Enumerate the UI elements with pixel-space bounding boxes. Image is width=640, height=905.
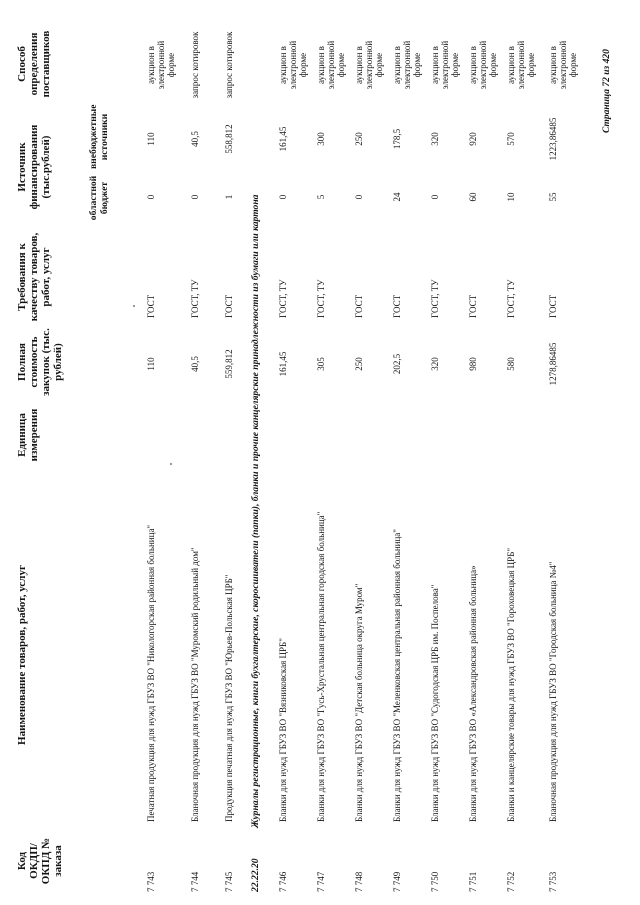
header-unit: Единица измерения	[16, 408, 40, 462]
row-requirements: ГОСТ	[392, 294, 402, 318]
row-name: Бланки для нужд ГБУЗ ВО "Судогодская ЦРБ им. Поспелова"	[430, 584, 440, 822]
row-cost: 161,45	[278, 351, 288, 377]
row-funding-extra: 161,45	[278, 126, 288, 152]
row-funding-regional: 0	[146, 194, 156, 200]
row-requirements: ГОСТ	[224, 294, 234, 318]
row-funding-regional: 0	[190, 194, 200, 200]
row-cost: 320	[430, 357, 440, 371]
row-cost: 1278,86485	[548, 342, 558, 386]
row-name: Продукция печатная для нужд ГБУЗ ВО "Юрьев-Польская ЦРБ"	[224, 574, 234, 822]
row-method: аукцион в электронной форме	[506, 40, 536, 90]
row-requirements: ГОСТ, ТУ	[430, 279, 440, 318]
row-requirements: ГОСТ	[548, 294, 558, 318]
row-method: запрос котировок	[190, 31, 200, 99]
row-cost: 202,5	[392, 353, 402, 375]
row-funding-regional: 5	[316, 194, 326, 200]
row-number: 7 747	[316, 871, 326, 892]
row-requirements: ГОСТ, ТУ	[190, 279, 200, 318]
row-method: аукцион в электронной форме	[316, 40, 346, 90]
scan-speck	[170, 463, 172, 465]
row-number: 7 753	[548, 871, 558, 892]
section-title: Журналы регистрационные, книги бухгалтерские, скоросшиватели (папки), бланки и прочие канцелярские принадлежности из бумаги или картона	[250, 194, 261, 828]
scan-speck	[133, 305, 135, 307]
row-funding-extra: 178,5	[392, 128, 402, 150]
row-method: аукцион в электронной форме	[430, 40, 460, 90]
row-cost: 40,5	[190, 356, 200, 372]
row-name: Бланки для нужд ГБУЗ ВО "Детская больница округа Муром"	[354, 583, 364, 822]
header-code: Код ОКДП/ ОКПД № заказа	[16, 837, 64, 885]
page-counter: Страница 72 из 420	[602, 49, 612, 133]
row-requirements: ГОСТ	[354, 294, 364, 318]
row-funding-regional: 0	[430, 194, 440, 200]
row-number: 7 745	[224, 871, 234, 892]
row-number: 7 750	[430, 871, 440, 892]
row-cost: 250	[354, 357, 364, 371]
row-cost: 305	[316, 357, 326, 371]
row-cost: 559,812	[224, 349, 234, 379]
row-method: аукцион в электронной форме	[392, 40, 422, 90]
row-funding-regional: 60	[468, 192, 478, 202]
row-cost: 580	[506, 357, 516, 371]
row-method: аукцион в электронной форме	[146, 40, 176, 90]
row-requirements: ГОСТ	[146, 294, 156, 318]
row-funding-extra: 40,5	[190, 131, 200, 147]
header-name: Наименование товаров, работ, услуг	[16, 565, 28, 745]
row-funding-regional: 24	[392, 192, 402, 202]
row-name: Бланки для нужд ГБУЗ ВО "Вязниковская ЦРБ"	[278, 638, 288, 822]
row-funding-extra: 250	[354, 132, 364, 146]
row-funding-extra: 320	[430, 132, 440, 146]
row-name: Печатная продукция для нужд ГБУЗ ВО "Никологорская районная больница"	[146, 524, 156, 822]
section-code: 22.22.20	[250, 858, 261, 892]
row-funding-extra: 110	[146, 132, 156, 146]
row-number: 7 752	[506, 871, 516, 892]
row-cost: 980	[468, 357, 478, 371]
row-name: Бланки для нужд ГБУЗ ВО "Гусь-Хрустальная центральная городская больница"	[316, 511, 326, 822]
row-requirements: ГОСТ, ТУ	[506, 279, 516, 318]
header-funding-regional: областной бюджет	[88, 175, 110, 221]
row-method: аукцион в электронной форме	[548, 40, 578, 90]
row-funding-extra: 920	[468, 132, 478, 146]
row-method: аукцион в электронной форме	[468, 40, 498, 90]
row-method: аукцион в электронной форме	[354, 40, 384, 90]
row-requirements: ГОСТ, ТУ	[316, 279, 326, 318]
header-requirements: Требования к качеству товаров, работ, услуг	[16, 232, 52, 322]
row-name: Бланки и канцелярские товары для нужд ГБУЗ ВО "Гороховецкая ЦРБ"	[506, 547, 516, 822]
header-funding-extra: внебюджетные источники	[88, 104, 110, 169]
row-funding-regional: 1	[224, 194, 234, 200]
row-requirements: ГОСТ, ТУ	[278, 279, 288, 318]
row-requirements: ГОСТ	[468, 294, 478, 318]
row-number: 7 749	[392, 871, 402, 892]
row-number: 7 743	[146, 871, 156, 892]
row-funding-extra: 1223,86485	[548, 117, 558, 161]
header-method: Способ определения поставщиков	[16, 30, 52, 98]
row-name: Бланки для нужд ГБУЗ ВО "Меленковская центральная районная больница"	[392, 529, 402, 822]
row-method: аукцион в электронной форме	[278, 40, 308, 90]
row-funding-extra: 300	[316, 132, 326, 146]
row-number: 7 751	[468, 871, 478, 892]
row-funding-regional: 0	[278, 194, 288, 200]
row-name: Бланочная продукция для нужд ГБУЗ ВО "Городская больница №4"	[548, 561, 558, 822]
row-number: 7 746	[278, 871, 288, 892]
row-number: 7 744	[190, 871, 200, 892]
header-cost: Полная стоимость закупок (тыс. рублей)	[16, 328, 64, 396]
row-funding-regional: 10	[506, 192, 516, 202]
row-cost: 110	[146, 357, 156, 371]
row-funding-regional: 55	[548, 192, 558, 202]
header-funding: Источник финансирования (тыс.рублей)	[16, 124, 52, 210]
row-funding-extra: 558,812	[224, 124, 234, 154]
row-number: 7 748	[354, 871, 364, 892]
section-heading	[250, 32, 261, 892]
row-method: запрос котировок	[224, 31, 234, 99]
row-name: Бланочная продукция для нужд ГБУЗ ВО "Муромский родильный дом"	[190, 547, 200, 822]
row-funding-regional: 0	[354, 194, 364, 200]
row-funding-extra: 570	[506, 132, 516, 146]
row-name: Бланки для нужд ГБУЗ ВО «Александровская районная больница»	[468, 565, 478, 822]
